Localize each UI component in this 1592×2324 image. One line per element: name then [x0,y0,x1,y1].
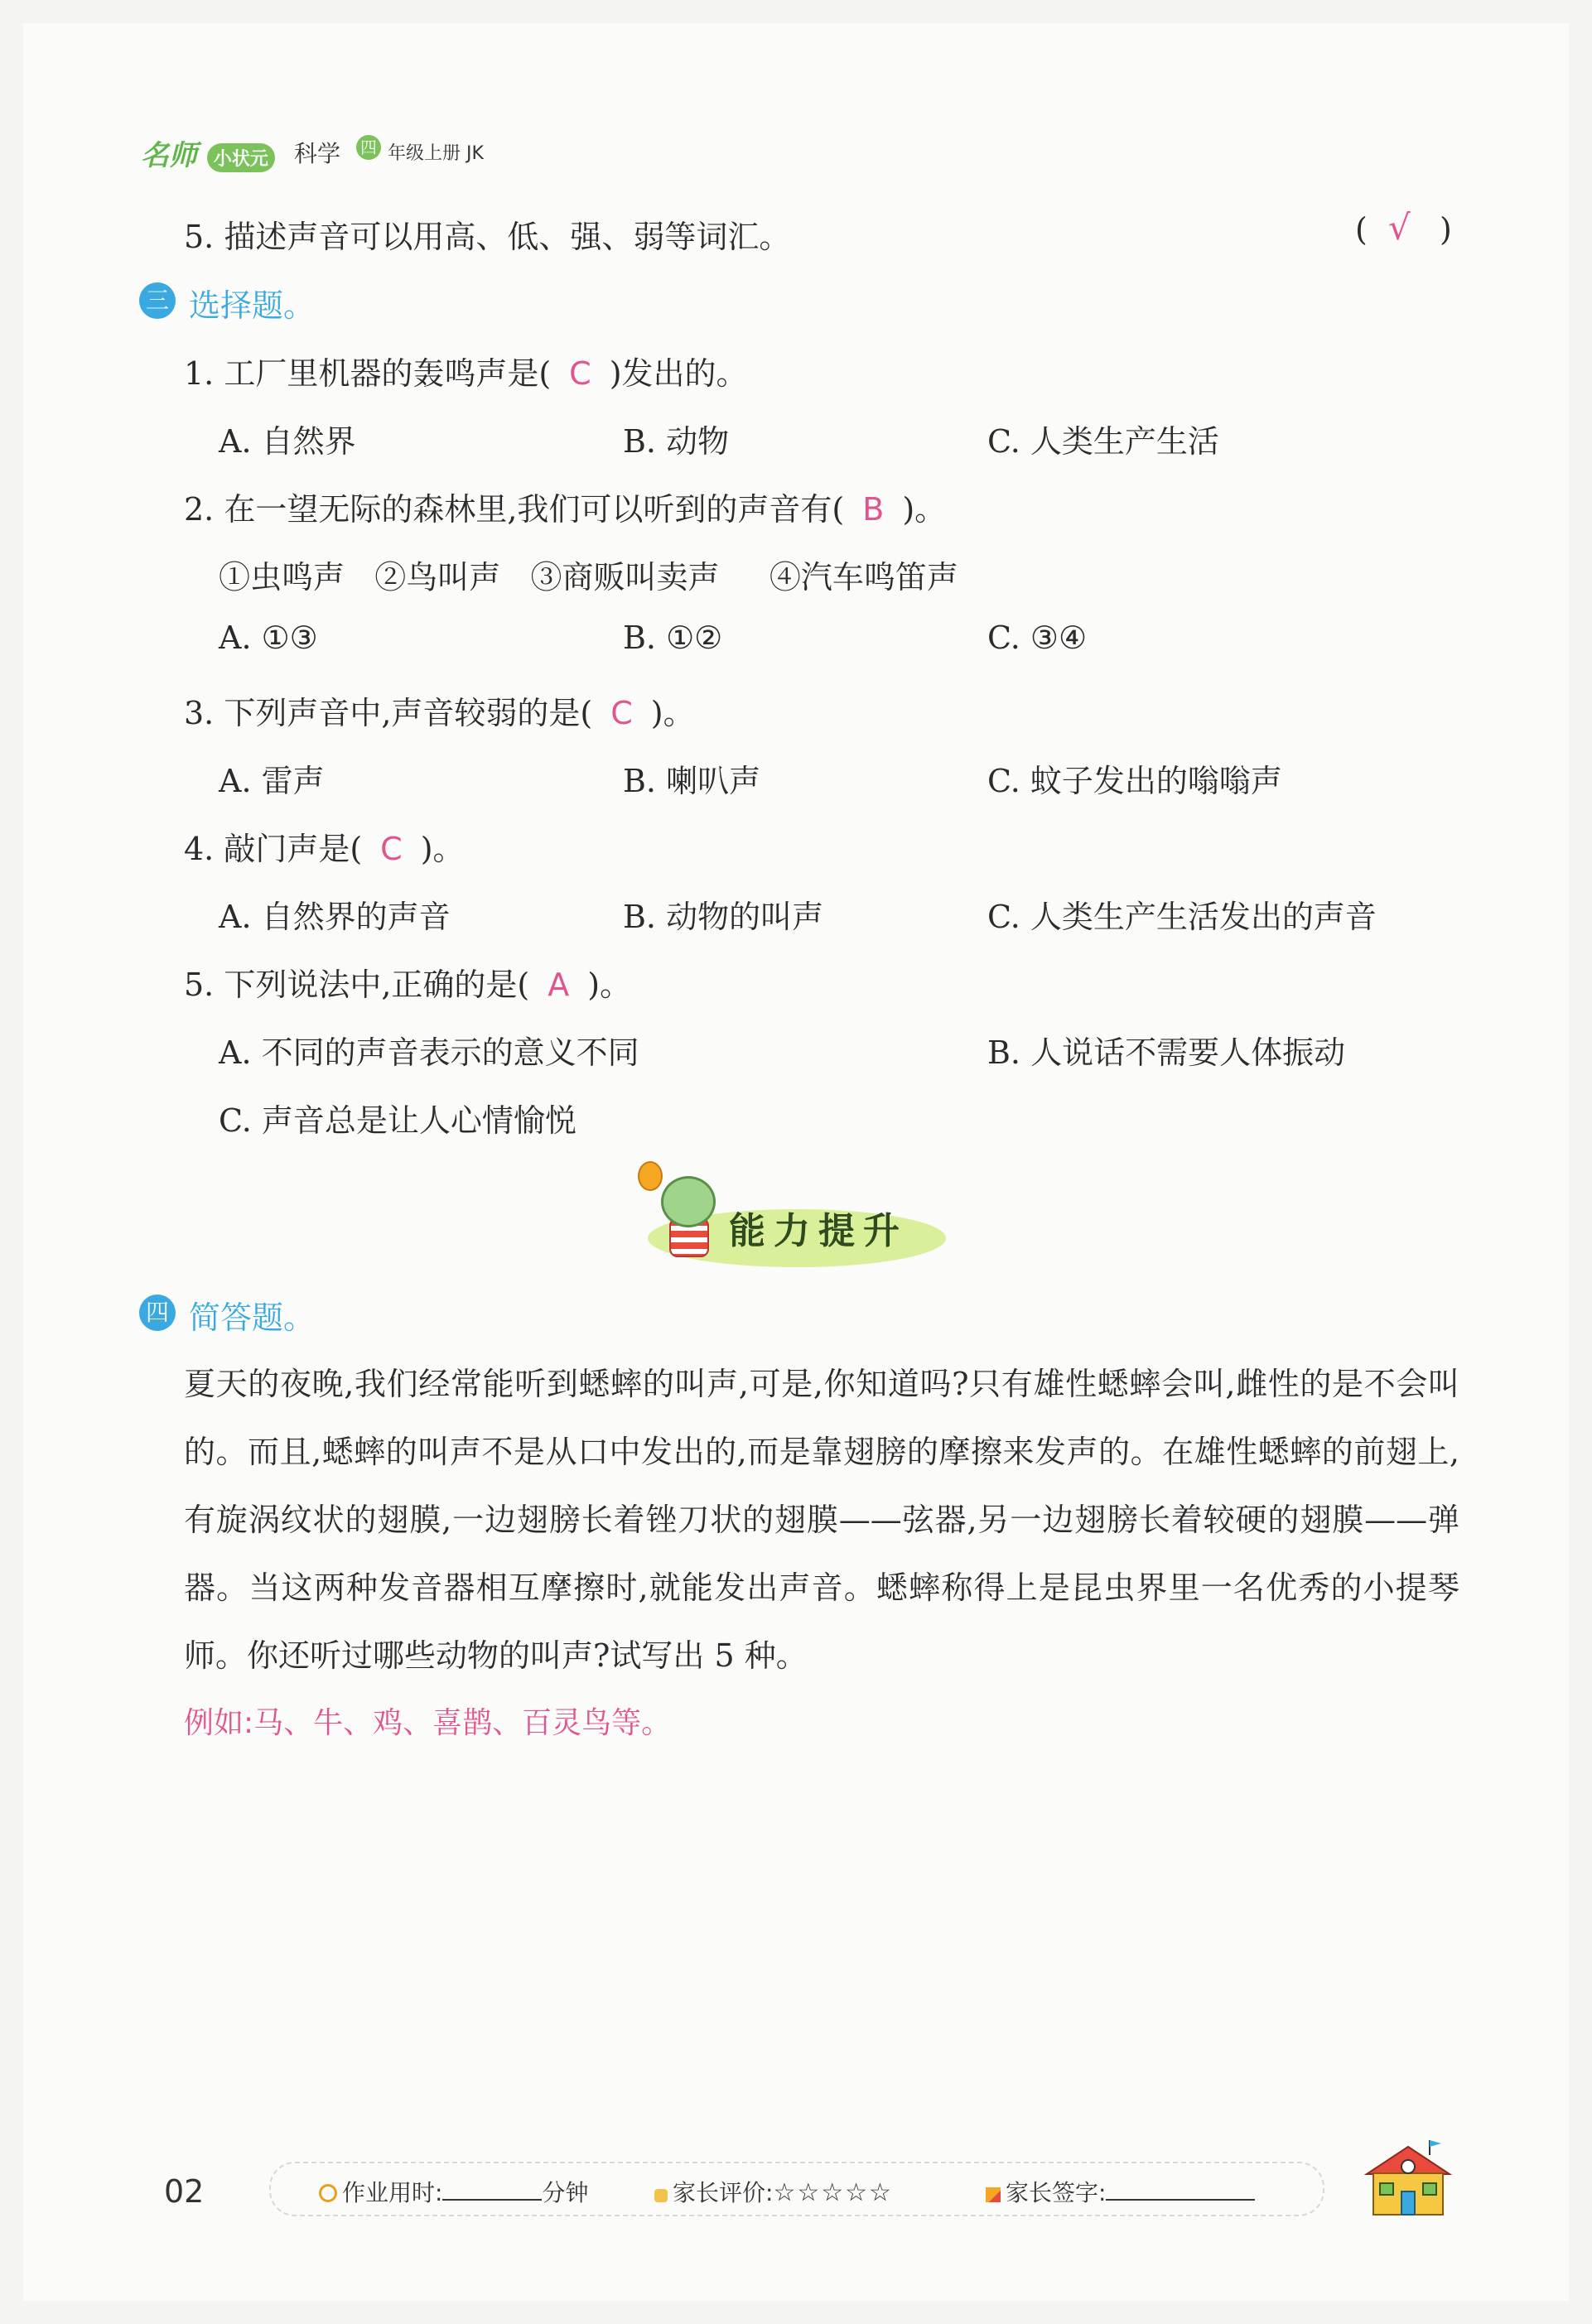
q3-option-b: B. 喇叭声 [623,763,761,799]
q3-option-a: A. 雷声 [219,763,325,799]
q4-option-b: B. 动物的叫声 [623,899,824,935]
question-3: 3. 下列声音中,声音较弱的是( C )。 [184,695,695,731]
q1-option-c: C. 人类生产生活 [987,423,1219,460]
question-1: 1. 工厂里机器的轰鸣声是( C )发出的。 [184,355,748,392]
question-4: 4. 敲门声是( C )。 [184,831,465,867]
brand-badge: 小状元 [207,143,275,172]
signature-blank[interactable] [1106,2199,1255,2201]
q2-option-a: A. ①③ [219,620,318,656]
balloon-icon [638,1161,663,1191]
q1-option-b: B. 动物 [623,423,730,460]
question-2: 2. 在一望无际的森林里,我们可以听到的声音有( B )。 [184,491,947,528]
grade-badge: 四 [356,135,381,160]
judgment-q5-answer: √ [1388,207,1411,248]
rating-stars[interactable]: ☆☆☆☆☆ [773,2178,893,2207]
brand-name: 名师 [141,139,197,172]
page-number: 02 [164,2173,205,2210]
q1-option-a: A. 自然界 [219,423,356,460]
parent-rating: 家长评价:☆☆☆☆☆ [654,2175,893,2208]
q2-option-c: C. ③④ [987,620,1088,656]
bear-mascot-icon [661,1176,716,1227]
question-5-answer: A [548,967,570,1003]
brand-logo [141,133,275,173]
q3-option-c: C. 蚊子发出的嗡嗡声 [987,763,1282,799]
judgment-q5-paren-open: ( [1355,211,1368,248]
judgment-q5-paren-close: ) [1440,211,1452,248]
alarm-clock-icon [319,2184,337,2202]
subject-label: 科学 [294,140,341,167]
section4-title: 简答题。 [189,1299,316,1336]
reading-passage: 夏天的夜晚,我们经常能听到蟋蟀的叫声,可是,你知道吗?只有雄性蟋蟀会叫,雌性的是不会叫的。而且,蟋蟀的叫声不是从口中发出的,而是靠翅膀的摩擦来发声的。在雄性蟋蟀的前翅上,有旋涡纹状的翅膜,一边翅膀长着锉刀状的翅膜——弦器,另一边翅膀长着较硬的翅膜——弹器。当这两种发音器相互摩擦时,就能发出声音。蟋蟀称得上是昆虫界里一名优秀的小提琴师。你还听过哪些动物的叫声?试写出 5 种。 [184,1366,1459,1674]
banner-title: 能力提升 [729,1210,908,1252]
homework-time: 作业用时: 分钟 [319,2175,588,2208]
question-1-answer: C [569,355,591,392]
question-5: 5. 下列说法中,正确的是( A )。 [184,967,632,1003]
q2-option-b: B. ①② [623,620,723,656]
school-house-icon [1358,2137,1458,2220]
q5-option-a: A. 不同的声音表示的意义不同 [219,1034,639,1071]
section4-number: 四 [139,1295,176,1331]
pencil-icon [986,2187,1001,2202]
q4-option-c: C. 人类生产生活发出的声音 [987,899,1377,935]
section3-title: 选择题。 [189,287,316,324]
question-3-answer: C [610,695,633,731]
section3-number: 三 [139,282,176,319]
q5-option-c: C. 声音总是让人心情愉悦 [219,1102,576,1139]
question-4-answer: C [380,831,403,867]
grade-volume-label: 年级上册 JK [388,143,484,164]
q4-option-a: A. 自然界的声音 [219,899,451,935]
short-answer: 例如:马、牛、鸡、喜鹊、百灵鸟等。 [184,1706,672,1740]
question-2-answer: B [862,491,885,528]
q5-option-b: B. 人说话不需要人体振动 [987,1034,1346,1071]
thumb-icon [654,2189,668,2202]
q2-items: ①虫鸣声 ②鸟叫声 ③商贩叫卖声 ④汽车鸣笛声 [219,559,958,595]
parent-signature: 家长签字: [986,2175,1255,2208]
time-blank[interactable] [442,2199,542,2201]
judgment-q5-text: 5. 描述声音可以用高、低、强、弱等词汇。 [184,219,791,255]
